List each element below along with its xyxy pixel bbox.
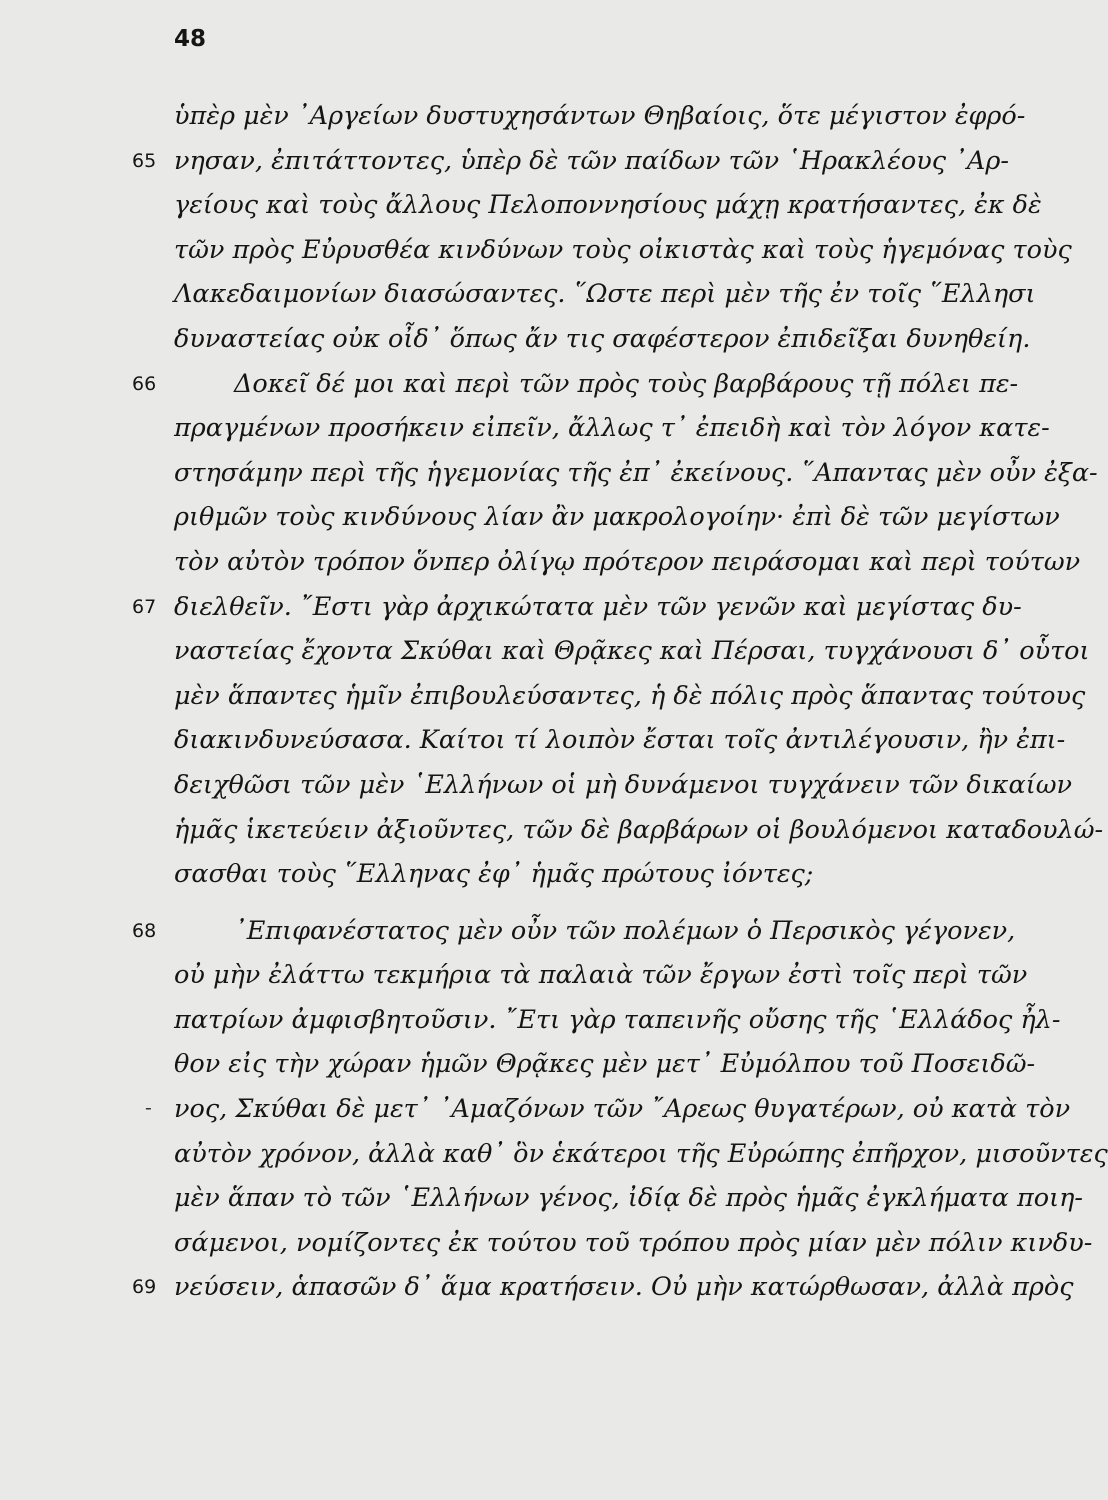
line-text: Λακεδαιμονίων διασώσαντες. ῞Ωστε περὶ μὲν τῆς ἐν τοῖς ῞Ελλησι [174,279,1036,310]
line-text: οὐ μὴν ἐλάττω τεκμήρια τὰ παλαιὰ τῶν ἔργων ἐστὶ τοῖς περὶ τῶν [174,960,1028,991]
line-text: μὲν ἅπαν τὸ τῶν ῾Ελλήνων γένος, ἰδίᾳ δὲ πρὸς ἡμᾶς ἐγκλήματα ποιη- [174,1183,1083,1214]
line-text: θον εἰς τὴν χώραν ἡμῶν Θρᾷκες μὲν μετ᾿ Εὐμόλπου τοῦ Ποσειδῶ- [174,1049,1036,1080]
line-text: γείους καὶ τοὺς ἄλλους Πελοποννησίους μάχῃ κρατήσαντες, ἐκ δὲ [174,190,1042,221]
line-text: πραγμένων προσήκειν εἰπεῖν, ἄλλως τ᾿ ἐπειδὴ καὶ τὸν λόγον κατε- [174,413,1050,444]
line-text: ριθμῶν τοὺς κινδύνους λίαν ἂν μακρολογοίην· ἐπὶ δὲ τῶν μεγίστων [174,502,1060,533]
section-number: 67 [132,595,157,618]
line-text: αὐτὸν χρόνον, ἀλλὰ καθ᾿ ὃν ἑκάτεροι τῆς Εὐρώπης ἐπῆρχον, μισοῦντες [174,1138,1108,1169]
text-line [132,585,1022,630]
line-text: στησάμην περὶ τῆς ἡγεμονίας τῆς ἐπ᾿ ἐκείνους. ῞Απαντας μὲν οὖν ἐξα- [174,457,1098,488]
text-line [132,183,1042,228]
text-line [132,272,1036,317]
text-line [132,852,998,897]
section-number: 69 [132,1276,157,1299]
text-line [132,909,1016,954]
line-text: διελθεῖν. ῎Εστι γὰρ ἀρχικώτατα μὲν τῶν γενῶν καὶ μεγίστας δυ- [174,591,1022,622]
text-line [132,362,1019,407]
text-line [132,763,1072,808]
section-number: 66 [132,372,157,395]
line-text: δυναστείας οὐκ οἶδ᾿ ὅπως ἄν τις σαφέστερον ἐπιδεῖξαι δυνηθείη. [174,323,1031,354]
text-line [132,953,1028,998]
line-text: μὲν ἅπαντες ἡμῖν ἐπιβουλεύσαντες, ἡ δὲ πόλις πρὸς ἅπαντας τούτους [174,680,1086,711]
line-text: διακινδυνεύσασα. Καίτοι τί λοιπὸν ἔσται τοῖς ἀντιλέγουσιν, ἢν ἐπι- [174,725,1066,756]
text-line [132,139,1009,184]
line-text: ᾿Επιφανέστατος μὲν οὖν τῶν πολέμων ὁ Περσικὸς γέγονεν, [234,915,1016,946]
line-text: ἡμᾶς ἱκετεύειν ἀξιοῦντες, τῶν δὲ βαρβάρων οἱ βουλόμενοι καταδουλώ- [174,814,1104,845]
text-line [132,317,1031,362]
line-text: δειχθῶσι τῶν μὲν ῾Ελλήνων οἱ μὴ δυνάμενοι τυγχάνειν τῶν δικαίων [174,769,1072,800]
text-line [132,998,1061,1043]
line-text: νος, Σκύθαι δὲ μετ᾿ ᾿Αμαζόνων τῶν ῎Αρεως θυγατέρων, οὐ κατὰ τὸν [174,1094,1071,1125]
line-text: νεύσειν, ἁπασῶν δ᾿ ἅμα κρατήσειν. Οὐ μὴν κατώρθωσαν, ἀλλὰ πρὸς [174,1272,1074,1303]
text-line [132,1265,1074,1310]
text-line [132,94,1026,139]
line-text: τῶν πρὸς Εὐρυσθέα κινδύνων τοὺς οἰκιστὰς καὶ τοὺς ἡγεμόνας τοὺς [174,234,1072,265]
line-text: νησαν, ἐπιτάττοντες, ὑπὲρ δὲ τῶν παίδων τῶν ῾Ηρακλέους ᾿Αρ- [174,145,1009,176]
text-line [132,629,1090,674]
section-number: 68 [132,919,157,942]
line-text: σάμενοι, νομίζοντες ἐκ τούτου τοῦ τρόπου πρὸς μίαν μὲν πόλιν κινδυ- [174,1227,1093,1258]
text-line [132,540,1081,585]
text-line [132,1221,1093,1266]
text-line [132,495,1060,540]
text-line [132,228,1072,273]
text-line [132,451,1098,496]
line-text: Δοκεῖ δέ μοι καὶ περὶ τῶν πρὸς τοὺς βαρβάρους τῇ πόλει πε- [234,368,1019,399]
text-line [132,1132,1108,1177]
section-number: 65 [132,149,157,172]
text-line [132,406,1050,451]
line-text: ναστείας ἔχοντα Σκύθαι καὶ Θρᾷκες καὶ Πέρσαι, τυγχάνουσι δ᾿ οὗτοι [174,636,1090,667]
text-line [132,718,1066,763]
text-line [132,1176,1083,1221]
greek-text-block [132,94,1108,1310]
line-text: πατρίων ἀμφισβητοῦσιν. ῎Ετι γὰρ ταπεινῆς οὔσης τῆς ῾Ελλάδος ἦλ- [174,1004,1061,1035]
text-line [132,808,1104,853]
text-line [132,1087,1071,1132]
line-text: τὸν αὐτὸν τρόπον ὅνπερ ὀλίγῳ πρότερον πειράσομαι καὶ περὶ τούτων [174,546,1081,577]
text-line [132,1042,1036,1087]
margin-mark: - [145,1095,152,1119]
page-number: 48 [174,26,207,52]
text-line [132,674,1086,719]
line-text: ὑπὲρ μὲν ᾿Αργείων δυστυχησάντων Θηβαίοις, ὅτε μέγιστον ἐφρό- [174,101,1026,131]
line-text: σασθαι τοὺς ῞Ελληνας ἐφ᾿ ἡμᾶς πρώτους ἰόντες; [174,859,814,890]
